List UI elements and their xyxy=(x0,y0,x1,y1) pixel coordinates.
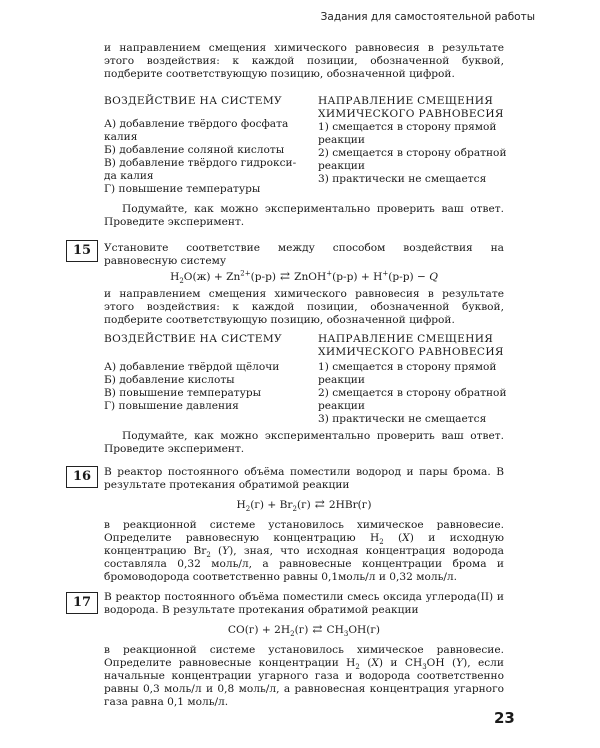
text-run: O(ж) + Zn xyxy=(183,271,241,283)
task16-equation xyxy=(104,498,504,512)
text-run: ZnOH xyxy=(294,271,327,283)
subscript: 2 xyxy=(206,551,211,560)
text-run: (г) xyxy=(296,499,311,511)
task14-matching-table xyxy=(104,95,507,195)
text-run: Q xyxy=(429,271,438,283)
page-number: 23 xyxy=(494,709,515,727)
task16 xyxy=(104,466,504,584)
left-items xyxy=(104,361,304,413)
task14-continuation xyxy=(104,42,504,81)
subscript: 3 xyxy=(343,630,349,639)
list-item: 2) смещается в сторону обратной реакции xyxy=(318,387,507,412)
text-run: (г) xyxy=(294,624,309,636)
task14-intro xyxy=(104,42,504,81)
task15-intro xyxy=(104,288,504,327)
task17-equation xyxy=(104,623,504,637)
list-item: 3) практически не смещается xyxy=(318,413,487,425)
text-run: Подумайте, как можно экспериментально проверить ваш ответ. Проведите эксперимент. xyxy=(104,430,504,455)
text-run: ), зная, что исходная концентрация водорода составляла 0,32 моль/л, а равновесные концентрации брома и бромоводорода соответственно равны 0,1моль/л и 0,32 моль/л. xyxy=(104,545,504,583)
text-run: ( xyxy=(383,532,403,544)
text-run: ( xyxy=(210,545,223,557)
list-item: А) добавление твёрдой щёлочи xyxy=(104,361,280,373)
right-heading: НАПРАВЛЕНИЕ СМЕЩЕНИЯ ХИМИЧЕСКОГО РАВНОВЕСИЯ xyxy=(318,95,504,120)
text-run: (г) + Br xyxy=(250,499,293,511)
list-item: Б) добавление соляной кислоты xyxy=(104,144,285,156)
text-run: и направлением смещения химического равновесия в результате этого воздействия: к каждой позиции, обозначенной буквой, подберите соответствующую позицию, обозначенной цифрой. xyxy=(104,42,504,80)
subscript: 2 xyxy=(355,663,360,672)
task17-lead xyxy=(104,591,504,617)
text-run: CH xyxy=(326,624,344,636)
text-run: OH ( xyxy=(426,657,457,669)
task-number-box: 16 xyxy=(66,466,98,488)
task15-left-column xyxy=(104,333,304,413)
task14-note-block xyxy=(104,203,504,229)
task17-body xyxy=(104,644,504,709)
subscript: 2 xyxy=(292,505,297,514)
right-items xyxy=(318,361,508,426)
task14-right-column xyxy=(318,95,508,186)
superscript: + xyxy=(382,269,389,278)
task15-note-block xyxy=(104,430,504,456)
text-run: В реактор постоянного объёма поместили водород и пары брома. В результате протекания обратимой реакции xyxy=(104,466,504,491)
running-header: Задания для самостоятельной работы xyxy=(320,11,535,23)
subscript: 2 xyxy=(290,630,295,639)
equilibrium-arrow-icon: ⇄ xyxy=(280,269,291,283)
text-run: X xyxy=(402,532,410,544)
text-run: Подумайте, как можно экспериментально проверить ваш ответ. Проведите эксперимент. xyxy=(104,203,504,228)
left-heading: ВОЗДЕЙСТВИЕ НА СИСТЕМУ xyxy=(104,333,282,345)
text-run: (р-р) − xyxy=(388,271,430,283)
task15-lead xyxy=(104,242,504,268)
task15-equation xyxy=(104,270,504,284)
text-run: (р-р) xyxy=(250,271,277,283)
task15 xyxy=(104,242,504,327)
task-number-box: 15 xyxy=(66,240,98,262)
text-run: X xyxy=(371,657,379,669)
text-run: ) и CH xyxy=(378,657,423,669)
text-run: Y xyxy=(222,545,230,557)
list-item: В) добавление твёрдого гидрокси-да калия xyxy=(104,157,297,182)
equilibrium-arrow-icon: ⇄ xyxy=(312,622,323,636)
task14-left-column xyxy=(104,95,304,196)
text-run: ), если начальные концентрации угарного газа и водорода соответственно равны 0,3 моль/л и 0,8 моль/л, а равновесная концентрация угарного газа равна 0,1 моль/л. xyxy=(104,657,504,708)
superscript: 2+ xyxy=(240,269,251,278)
list-item: Г) повышение температуры xyxy=(104,183,261,195)
subscript: 2 xyxy=(179,277,184,286)
task16-body xyxy=(104,519,504,584)
equilibrium-arrow-icon: ⇄ xyxy=(314,497,325,511)
task15-right-column xyxy=(318,333,508,426)
task15-note xyxy=(104,430,504,456)
text-run: В реактор постоянного объёма поместили смесь оксида углерода(II) и водорода. В результате протекания обратимой реакции xyxy=(104,591,504,616)
right-heading: НАПРАВЛЕНИЕ СМЕЩЕНИЯ ХИМИЧЕСКОГО РАВНОВЕСИЯ xyxy=(318,333,504,358)
text-run: в реакционной системе установилось химическое равновесие. Определите равновесную концентрацию H xyxy=(104,519,504,544)
list-item: А) добавление твёрдого фосфата калия xyxy=(104,118,289,143)
task14-note xyxy=(104,203,504,229)
text-run: Установите соответствие между способом воздействия на равновесную систему xyxy=(104,242,504,267)
text-run: OH(г) xyxy=(348,624,381,636)
superscript: + xyxy=(326,269,333,278)
subscript: 2 xyxy=(245,505,251,514)
text-run: (р-р) + H xyxy=(332,271,383,283)
list-item: Г) повышение давления xyxy=(104,400,239,412)
list-item: Б) добавление кислоты xyxy=(104,374,235,386)
text-run: 2HBr(г) xyxy=(328,499,372,511)
list-item: 1) смещается в сторону прямой реакции xyxy=(318,121,497,146)
list-item: 2) смещается в сторону обратной реакции xyxy=(318,147,507,172)
task15-matching-table xyxy=(104,333,507,425)
text-run: H xyxy=(170,271,180,283)
list-item: В) повышение температуры xyxy=(104,387,262,399)
subscript: 2 xyxy=(379,538,384,547)
task17 xyxy=(104,591,504,709)
left-items xyxy=(104,118,304,196)
text-run: H xyxy=(236,499,246,511)
text-run: ( xyxy=(359,657,372,669)
text-run: в реакционной системе установилось химическое равновесие. Определите равновесные концентрации H xyxy=(104,644,504,669)
right-items xyxy=(318,121,508,186)
text-run: и направлением смещения химического равновесия в результате этого воздействия: к каждой позиции, обозначенной буквой, подберите соответствующую позицию, обозначенной цифрой. xyxy=(104,288,504,326)
list-item: 1) смещается в сторону прямой реакции xyxy=(318,361,497,386)
text-run: ) и исходную концентрацию Br xyxy=(104,532,504,557)
text-run: CO(г) + 2H xyxy=(227,624,291,636)
text-run: Y xyxy=(456,657,464,669)
left-heading: ВОЗДЕЙСТВИЕ НА СИСТЕМУ xyxy=(104,95,282,107)
subscript: 3 xyxy=(422,663,427,672)
task-number-box: 17 xyxy=(66,592,98,614)
task16-lead xyxy=(104,466,504,492)
list-item: 3) практически не смещается xyxy=(318,173,487,185)
